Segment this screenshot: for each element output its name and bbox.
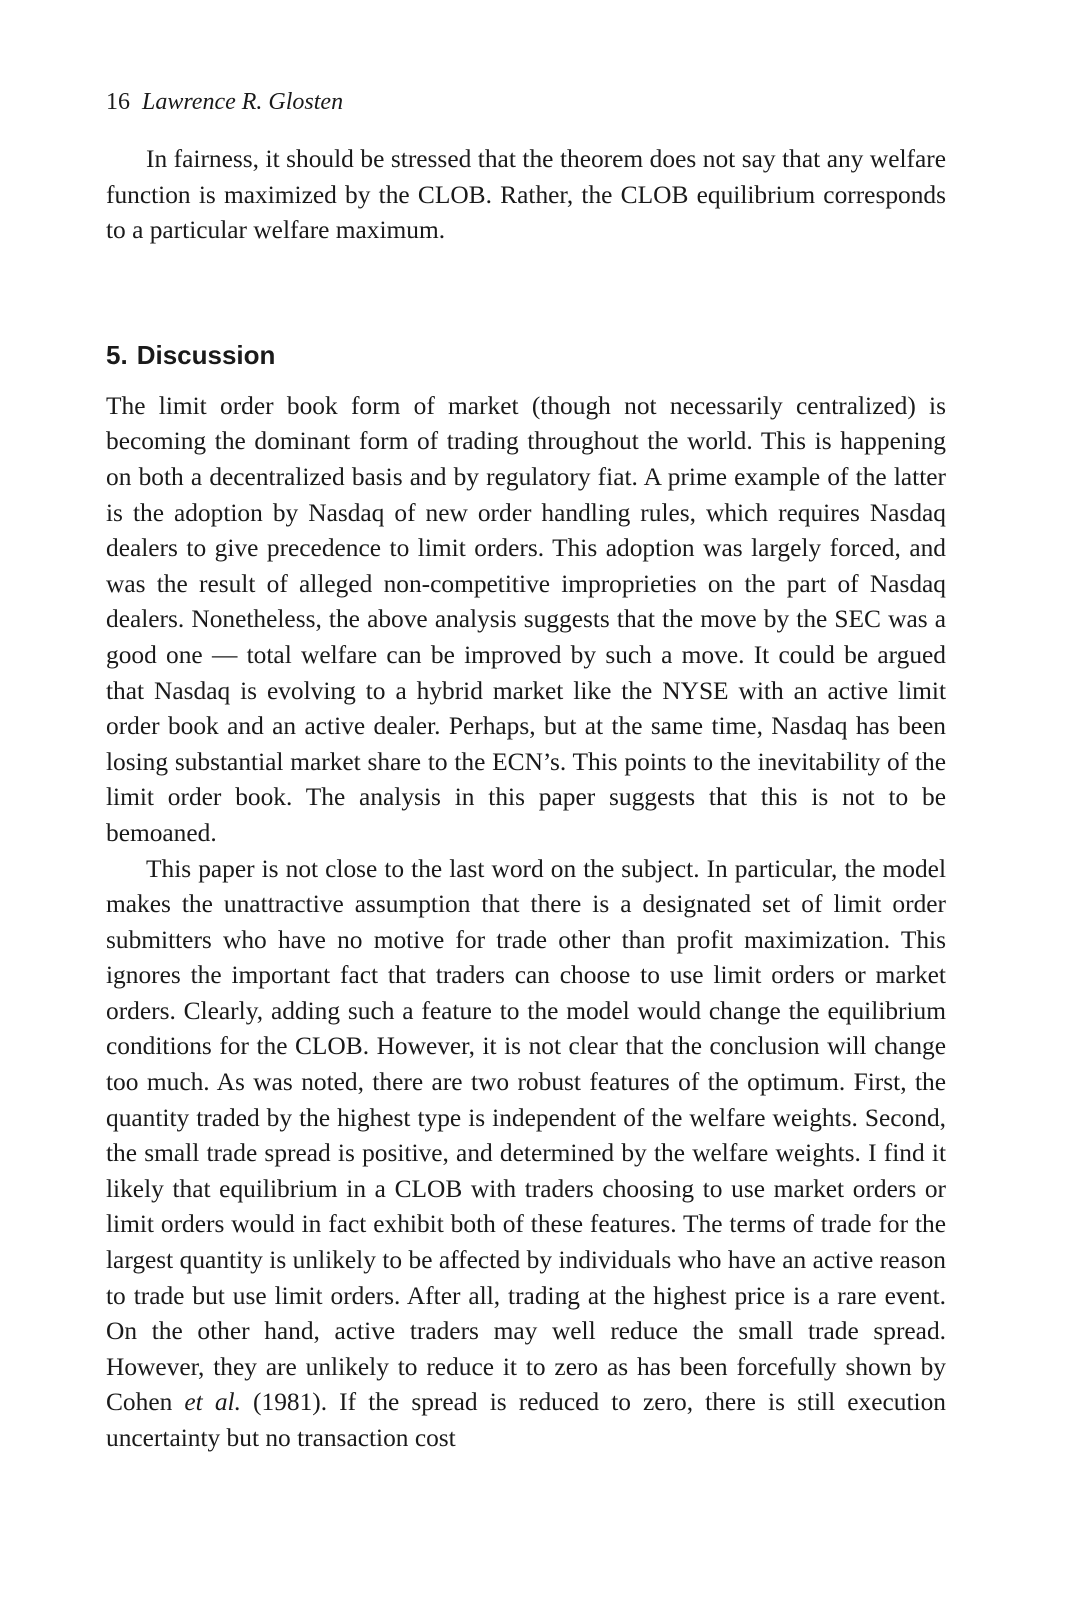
page-number: 16 (106, 89, 130, 115)
citation-et-al: et al. (184, 1388, 241, 1417)
discussion-paragraph-2-end: (1981). If the spread is reduced to zero, there is still execution uncertainty but no transaction cost (106, 1388, 946, 1452)
running-head (106, 86, 946, 118)
discussion-paragraph-2-text: This paper is not close to the last word on the subject. In particular, the model makes the unattractive assumption that there is a designated set of limit order submitters who have no motive for trade other than profit maximization. This ignores the important fact that traders can choose to use limit orders or market orders. Clearly, adding such a feature to the model would change the equilibrium conditions for the CLOB. However, it is not clear that the conclusion will change too much. As was noted, there are two robust features of the optimum. First, the quantity traded by the highest type is independent of the welfare weights. Second, the small trade spread is positive, and determined by the welfare weights. I find it likely that equilibrium in a CLOB with traders choosing to use market orders or limit orders would in fact exhibit both of these features. The terms of trade for the largest quantity is unlikely to be affected by individuals who have an active reason to trade but use limit orders. After all, trading at the highest price is a rare event. On the other hand, active traders may well reduce the small trade spread. However, they are unlikely to reduce it to zero as has been forcefully shown by Cohen (106, 854, 946, 1417)
discussion-paragraph-2 (106, 852, 946, 1457)
section-number: 5. (106, 339, 128, 370)
paper-page (106, 86, 946, 1457)
section-title: Discussion (136, 339, 276, 370)
section-heading (106, 337, 946, 373)
paragraph-fairness: In fairness, it should be stressed that the theorem does not say that any welfare function is maximized by the CLOB. Rather, the CLOB equilibrium corresponds to a particular welfare maximum. (106, 145, 946, 245)
running-head-author: Lawrence R. Glosten (142, 89, 344, 115)
discussion-paragraph-1: The limit order book form of market (though not necessarily centralized) is becoming the dominant form of trading throughout the world. This is happening on both a decentralized basis and by regulatory fiat. A prime example of the latter is the adoption by Nasdaq of new order handling rules, which requires Nasdaq dealers to give precedence to limit orders. This adoption was largely forced, and was the result of alleged non-competitive improprieties on the part of Nasdaq dealers. Nonetheless, the above analysis suggests that the move by the SEC was a good one — total welfare can be improved by such a move. It could be argued that Nasdaq is evolving to a hybrid market like the NYSE with an active limit order book and an active dealer. Perhaps, but at the same time, Nasdaq has been losing substantial market share to the ECN’s. This points to the inevitability of the limit order book. The analysis in this paper suggests that this is not to be bemoaned. (106, 391, 946, 847)
